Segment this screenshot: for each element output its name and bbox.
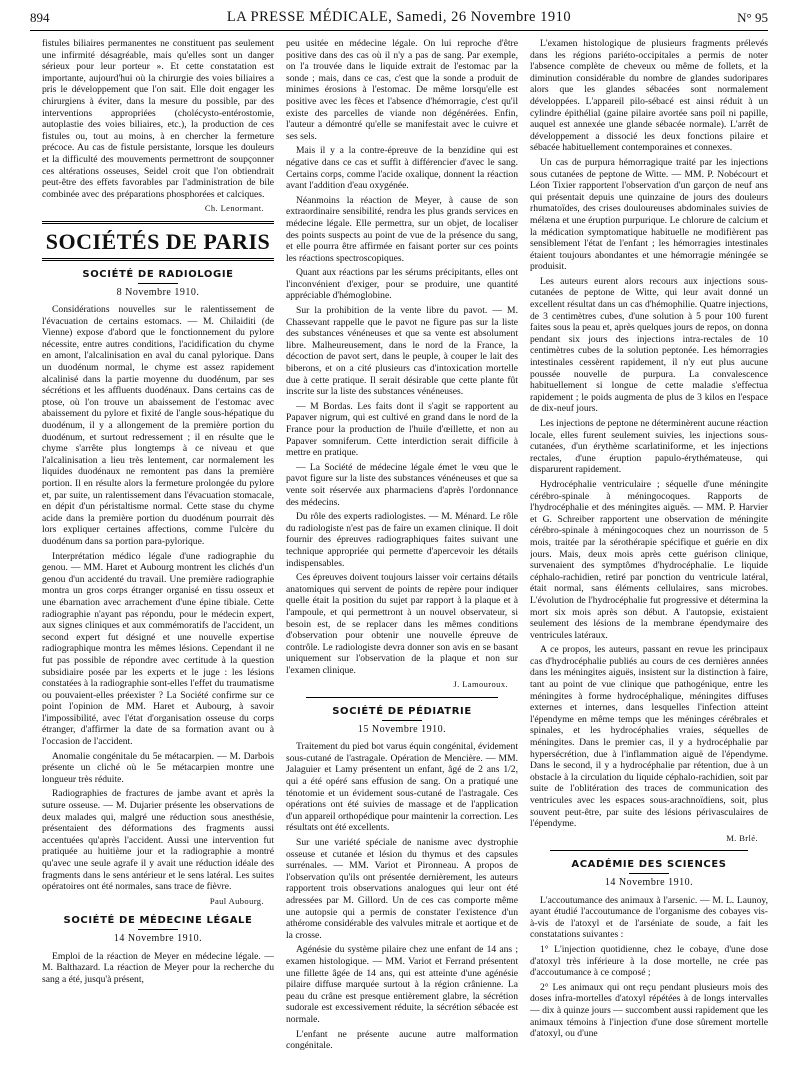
paragraph: peu usitée en médecine légale. On lui reproche d'être positive dans des cas où il n'y a pas de sang. Par exemple, on l'a trouvée dans le liquide extrait de l'estomac par la sonde ; mais, dans ce cas, c'est que la sonde a produit de minimes érosions à l'estomac. De même lorsqu'elle est positive avec les fèces et l'absence d'hémorragie, c'est qu'il existe des parcelles de viande non dégénérées. Enfin, l'auteur a démontré qu'elle se manifestait avec le cuivre et ses sels. [286, 38, 518, 142]
paragraph: Emploi de la réaction de Meyer en médecine légale. — M. Balthazard. La réaction de Meyer pour la recherche du sang a été, jusqu'à présent, [42, 950, 274, 985]
divider [138, 929, 178, 930]
paragraph: 2° Les animaux qui ont reçu pendant plusieurs mois des doses infra-mortelles d'atoxyl répétées à de longs intervalles — dix à quinze jours — succombent aussi rapidement que les animaux témoins à l'injection d'une dose sûrement mortelle d'atoxyl, ou d'une [530, 981, 768, 1040]
page-header [30, 0, 768, 31]
divider [550, 850, 748, 851]
column-3 [530, 38, 768, 1078]
paragraph: Hydrocéphalie ventriculaire ; séquelle d'une méningite cérébro-spinale à méningocoques. Rapports de l'hydrocéphalie et des méningites aiguës. — MM. P. Harvier et G. Schreiber rapportent une observation de méningite cérébro-spinale à méningocoques chez un nourrisson de 5 mois, traitée par la sérothérapie spécifique et guérie en dix jours. Mais, deux mois après cette guérison clinique, survenaient des symptômes d'hydrocéphalie. Le liquide céphalo-rachidien, retiré par ponction du ventricule latéral, était normal, sans éléments cellulaires, sans microbes. L'évolution de l'hydrocéphalie fut progressive et détermina la mort six mois après son début. A l'autopsie, existaient seulement des lésions de la membrane épendymaire des ventricules latéraux. [530, 478, 768, 641]
paragraph: Radiographies de fractures de jambe avant et après la suture osseuse. — M. Dujarier présente les observations de deux malades qui, malgré une réduction sous anesthésie, présentaient des déformations des fragments aussi accentuées qu'après l'accident. Aussi une intervention fut pratiquée au huitième jour et la radiographie a montré qu'avec une seule agrafe il y avait une réduction idéale des fragments dans le sens antérieur et le sens latéral. Les suites opératoires ont été normales, sans trace de fièvre. [42, 788, 274, 893]
paragraph: Néanmoins la réaction de Meyer, à cause de son extraordinaire sensibilité, rendra les plus grands services en médecine légale. Elle permettra, sur un objet, de localiser des points suspects au point de vue de la présence du sang, et elle pourra être affirmée en faisant porter sur ces points les réactions spectroscopiques. [286, 194, 518, 264]
subsection-title: SOCIÉTÉ DE PÉDIATRIE [332, 706, 472, 718]
divider [306, 697, 498, 698]
column-1 [42, 38, 274, 1078]
paragraph: Interprétation médico légale d'une radiographie du genou. — MM. Haret et Aubourg montrent les clichés d'un genou d'un accidenté du travail. Une première radiographie montra un gros corps étranger organisé en tissu osseux et une ébarnation avec arrachement d'une épine tibiale. Cette radiographie n'ayant pas répondu, pour le médecin expert, aux signes cliniques et aux commémoratifs de l'accident, un second expert fut désigné et une nouvelle expertise radiographique montra les mêmes lésions. Cependant il ne fut pas possible de répondre avec certitude à la question subsidiaire posée par les experts et le juge : les lésions constatées à la radiographie sont-elles l'effet du traumatisme ou pouvaient-elles préexister ? La Société confirme sur ce point l'opinion de MM. Haret et Aubourg, à savoir l'impossibilité, avec l'état d'organisation osseuse du corps étranger, d'affirmer la date de sa formation avant ou à l'occasion de l'accident. [42, 550, 274, 748]
paragraph: L'examen histologique de plusieurs fragments prélevés dans les régions pariéto-occipitales a permis de noter l'absence complète de cheveux ou même de follets, et la diminution considérable du nombre de glandes sudoripares alors que les glandes sébacées sont normalement développées. L'appareil pilo-sébacé est ainsi réduit à un cylindre épithélial (gaine pilaire avortée sans poil ni papille, auquel est annexée une glande sébacée normale). L'arrêt de développement a dissocié les deux fonctions pilaire et sébacée habituellement contemporaines et connexes. [530, 38, 768, 154]
paragraph: — La Société de médecine légale émet le vœu que le pavot figure sur la liste des substances vénéneuses et que sa vente soit réservée aux pharmaciens d'après l'ordonnance des médecins. [286, 461, 518, 508]
paragraph: Les injections de peptone ne déterminèrent aucune réaction locale, elles furent seulement suivies, les injections sous-cutanées, d'un érythème scarlatiniforme, et les injections rectales, d'une éruption papulo-érythémateuse, qui disparurent rapidement. [530, 418, 768, 476]
paragraph: Sur la prohibition de la vente libre du pavot. — M. Chassevant rappelle que le pavot ne figure pas sur la liste des substances vénéneuses et que sa vente est absolument libre. Malheureusement, dans le nord de la France, la décoction de pavot sert, dans le peuple, à couper le lait des biberons, et on a cité plusieurs cas d'intoxication mortelle due à cette pratique. Il serait désirable que cette plante fût inscrite sur la liste des substances vénéneuses. [286, 305, 518, 398]
paragraph: L'enfant ne présente aucune autre malformation congénitale. [286, 1028, 518, 1052]
paragraph: fistules biliaires permanentes ne constituent pas seulement une infirmité désagréable, mais qu'elles sont un danger sérieux pour leur porteur ». Et cette constatation est importante, aujourd'hui où la chirurgie des voies biliaires a pris le développement que l'on sait. Elle doit engager les chirurgiens à éviter, dans la mesure du possible, par des interventions appropriées (cholécysto-entérostomie, autoplastie des voies biliaires, etc.), la production de ces fistules ou, tout au moins, à en chercher la fermeture précoce. Au cas de fistule persistante, lorsque les douleurs et la difficulté des mouvements permettront de soupçonner ces altérations osseuses, Seidel croit que l'on obtiendrait peut-être des effets favorables par l'administration de bile combinée avec des préparations phosphorées et calciques. [42, 38, 274, 200]
subsection-title: SOCIÉTÉ DE RADIOLOGIE [82, 268, 234, 280]
session-date: 14 Novembre 1910. [113, 932, 203, 944]
column-2 [286, 38, 518, 1078]
paragraph: Du rôle des experts radiologistes. — M. Ménard. Le rôle du radiologiste n'est pas de faire un examen clinique. Il doit fournir des épreuves radiographiques faites suivant une technique appropriée qui permette d'apercevoir les détails indispensables. [286, 511, 518, 569]
paragraph: 1° L'injection quotidienne, chez le cobaye, d'une dose d'atoxyl très inférieure à la dose mortelle, ne crée pas d'accoutumance à ce composé ; [530, 943, 768, 979]
paragraph: Considérations nouvelles sur le ralentissement de l'évacuation de certains estomacs. — M. Chilaiditi (de Vienne) expose d'abord que le fonctionnement du pylore nécessite, entre autres conditions, l'acidification du chyme en amont, l'alcalinisation en aval du canal pylorique. Dans un duodénum normal, le chyme est assez rapidement alcalinisé dans la partie moyenne du duodénum, par ses sécrétions et les affluents duodénaux. Dans certains cas de ptose, où l'on trouve un abaissement de l'estomac avec abaissement du pylore et fixité de l'angle sous-hépatique du duodénum, il y a allongement de la première portion du duodénum, et surtout redressement ; il en résulte que le chyme s'arrête plus longtemps à ce niveau et que l'alcalinisation a lieu très lentement, car normalement les liquides duodénaux ne remontent pas dans la première portion. Il en résulte alors la fermeture prolongée du pylore et, par suite, un ralentissement dans l'évacuation stomacale, en dépit d'un péristaltisme normal. Cette stase du chyme acide dans la première portion du duodénum pourrait dès lors expliquer certaines affections, comme l'ulcère du duodénum dans sa portion para-pylorique. [42, 304, 274, 547]
signature: J. Lamouroux. [453, 679, 508, 690]
session-date: 8 Novembre 1910. [116, 286, 200, 298]
issue-number: N° 95 [737, 10, 768, 25]
signature: Ch. Lenormant. [204, 203, 264, 214]
paragraph: Quant aux réactions par les sérums précipitants, elles ont l'inconvénient d'exiger, pour se produire, une quantité appréciable d'hémoglobine. [286, 267, 518, 302]
signature: M. Brlé. [726, 832, 758, 843]
paragraph: L'accoutumance des animaux à l'arsenic. — M. L. Launoy, ayant étudié l'accoutumance de l'organisme des cobayes vis-à-vis de l'atoxyl et de l'arséniate de soude, a fait les constatations suivantes : [530, 894, 768, 941]
paragraph: Mais il y a la contre-épreuve de la benzidine qui est négative dans ce cas et suffit à différencier d'avec le sang. Certains corps, comme l'acide oxalique, donnent la réaction avant l'addition d'eau oxygénée. [286, 145, 518, 192]
divider [382, 720, 422, 721]
paragraph: Les auteurs eurent alors recours aux injections sous-cutanées de peptone de Witte, qui leur avait donné un excellent résultat dans un cas d'hémophilie. Quatre injections, de 3 centimètres cubes, d'une solution à 5 pour 100 furent faites sous la peau et, après quelques jours de repos, on donna pendant six jours des injections intra-rectales de 10 centimètres cubes de la solution peptonée. Les hémorragies intestinales cessèrent rapidement, il n'y eut plus aucune poussée nouvelle de purpura. La convalescence habituellement si longue de cette maladie s'effectua rapidement ; le poids augmenta de plus de 3 kilos en l'espace de dix-neuf jours. [530, 275, 768, 415]
paragraph: Ces épreuves doivent toujours laisser voir certains détails anatomiques qui servent de points de repère pour indiquer quelle était la position du sujet par rapport à la plaque et à l'ampoule, et qui permettront à un nouvel observateur, si besoin est, de se replacer dans les mêmes conditions d'observation pour obtenir une nouvelle épreuve de contrôle. Le radiologiste devra donner son avis en se basant uniquement sur l'observation de la plaque et non sur l'examen clinique. [286, 572, 518, 676]
subsection-title: SOCIÉTÉ DE MÉDECINE LÉGALE [63, 915, 253, 927]
section-title: SOCIÉTÉS DE PARIS [42, 221, 274, 261]
paragraph: Sur une variété spéciale de nanisme avec dystrophie osseuse et cutanée et lésion du thymus et des capsules surrénales. — MM. Variot et Pironneau. A propos de l'observation qu'ils ont présentée dernièrement, les auteurs rapportent trois observations analogues qui leur ont été adressées par M. Gillord. Un de ces cas comporte même une autopsie qui a permis de constater l'existence d'un athérome considérable des valvules mitrale et aortique et de la crosse. [286, 837, 518, 941]
page-number: 894 [30, 10, 50, 25]
session-date: 15 Novembre 1910. [357, 723, 447, 735]
paragraph: Agénésie du système pilaire chez une enfant de 14 ans ; examen histologique. — MM. Variot et Ferrand présentent une fillette âgée de 14 ans, qui est atteinte d'une agénésie pilaire diffuse marquée surtout à la région crânienne. La peau du crâne est presque entièrement glabre, la sécrétion sudorale est excessivement réduite, la sécrétion sébacée est normale. [286, 944, 518, 1025]
signature: Paul Aubourg. [209, 895, 264, 906]
subsection-title: ACADÉMIE DES SCIENCES [571, 859, 727, 871]
paragraph: — M Bordas. Les faits dont il s'agit se rapportent au Papaver nigrum, qui est cultivé en grand dans le nord de la France pour la production de l'huile d'œillette, et non au Papaver somniferum. Cette interdiction serait difficile à mettre en pratique. [286, 400, 518, 459]
session-date: 14 Novembre 1910. [604, 876, 694, 888]
journal-title: LA PRESSE MÉDICALE, Samedi, 26 Novembre 1910 [226, 9, 572, 25]
divider [138, 283, 178, 284]
paragraph: A ce propos, les auteurs, passant en revue les principaux cas d'hydrocéphalie publiés au cours de ces dernières années dans les méningites aiguës, insistent sur la distinction à faire, tant au point de vue clinique que pathogénique, entre les méningites à forme hydrocéphalique, méningites diffuses externes et internes, dans lesquelles l'infection atteint l'épendyme en même temps que les méninges cérébrales et spinales, et les hydrocéphalies vraies, séquelles de méningites. Dans le premier cas, il y a hydrocéphalie par hypersécrétion, due à l'inflammation aiguë de l'épendyme. Dans le second, il y a hydrocéphalie par rétention, due à un obstacle à la circulation du liquide céphalo-rachidien, soit par suite de l'oblitération des traces de communication des ventricules avec les espaces sous-arachnoïdiens, soit, plus souvent peut-être, par suite des lésions périvasculaires de l'épendyme. [530, 644, 768, 830]
divider [629, 873, 669, 874]
paragraph: Traitement du pied bot varus équin congénital, évidement sous-cutané de l'astragale. Opération de Mencière. — MM. Jalaguier et Lamy présentent un enfant, âgé de 2 ans 1/2, qui a été opéré sans effusion de sang. On a pratiqué une ténotomie et un évidement sous-cutané de l'astragale. Ces opérations ont été suivies de massage et de l'application d'un appareil orthopédique pour maintenir la correction. Les résultats ont été excellents. [286, 741, 518, 834]
paragraph: Anomalie congénitale du 5e métacarpien. — M. Darbois présente un cliché où le 5e métacarpien montre une longueur très réduite. [42, 750, 274, 785]
paragraph: Un cas de purpura hémorragique traité par les injections sous cutanées de peptone de Witte. — MM. P. Nobécourt et Léon Tixier rapportent l'observation d'un garçon de neuf ans qui présentait depuis une quinzaine de jours des douleurs rhumatoïdes, des crises douloureuses abdominales suivies de mélæna et une éruption purpurique. Le chlorure de calcium et la médication symptomatique habituelle ne modifièrent pas sensiblement l'état de l'enfant ; les hémorragies intestinales étaient toujours abondantes et une hémorragie méningée se produisit. [530, 156, 768, 273]
